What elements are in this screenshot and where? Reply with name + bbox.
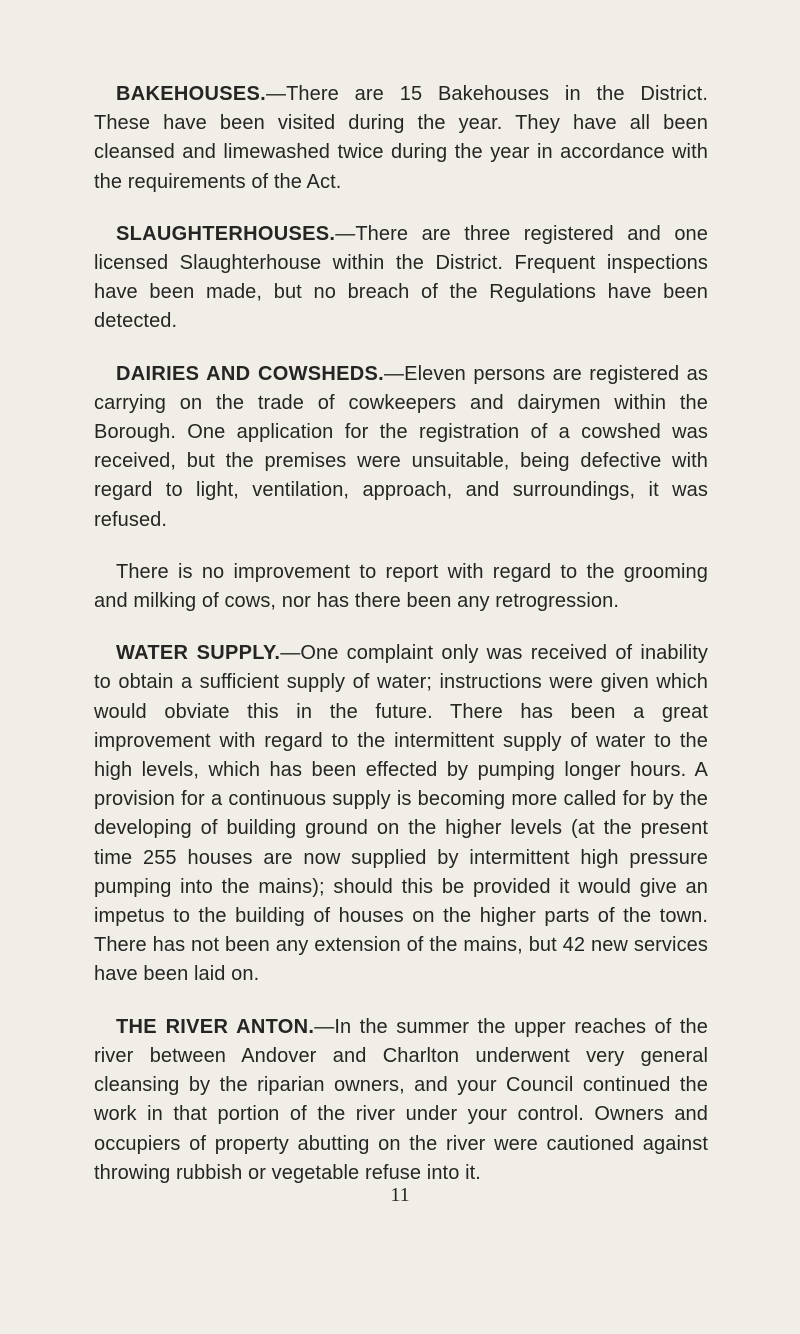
paragraph-text-bakehouses: —There are 15 Bakehouses in the District. These have been visited during the year. They have all been cleansed and limewashed twice during the year in accordance with the requirements of the Act.	[94, 83, 708, 193]
paragraph-water-supply	[94, 639, 708, 989]
section-heading-slaughterhouses: SLAUGHTERHOUSES.	[116, 222, 336, 245]
section-heading-water-supply: WATER SUPPLY.	[116, 642, 281, 665]
paragraph-text-dairies-and-cowsheds: —Eleven persons are registered as carrying on the trade of cowkeepers and dairymen within the Borough. One application for the registration of a cowshed was received, but the premises were unsuitable, being defective with regard to light, ventilation, approach, and surroundings, it was refused.	[94, 362, 708, 531]
paragraph-text-river-anton: —In the summer the upper reaches of the river between Andover and Charlton underwent very general cleansing by the riparian owners, and your Council continued the work in that portion of the river under your control. Owners and occupiers of property abutting on the river were cautioned against throwing rubbish or vegetable refuse into it.	[94, 1015, 708, 1184]
paragraph-text-water-supply: —One complaint only was received of inability to obtain a sufficient supply of water; instructions were given which would obviate this in the future. There has been a great improvement with regard to the intermittent supply of water to the high levels, which has been effected by pumping longer hours. A provision for a continuous supply is becoming more called for by the developing of building ground on the higher levels (at the present time 255 houses are now supplied by intermittent high pressure pumping into the mains); should this be provided it would give an impetus to the building of houses on the higher parts of the town. There has not been any extension of the mains, but 42 new services have been laid on.	[94, 642, 709, 986]
paragraph-text-slaughterhouses: —There are three registered and one licensed Slaughterhouse within the District. Frequent inspections have been made, but no breach of the Regulations have been detected.	[94, 222, 708, 333]
paragraph-river-anton	[94, 1013, 708, 1188]
section-heading-dairies-and-cowsheds: DAIRIES AND COWSHEDS.	[116, 362, 385, 385]
paragraph-grooming-and-milking	[94, 558, 708, 616]
section-heading-bakehouses: BAKEHOUSES.	[116, 83, 266, 105]
paragraph-dairies-and-cowsheds	[94, 360, 708, 535]
paragraph-bakehouses	[94, 80, 708, 197]
paragraph-text-grooming-and-milking: There is no improvement to report with regard to the grooming and milking of cows, nor has there been any retrogression.	[94, 560, 708, 613]
page-number: 11	[390, 1184, 410, 1206]
paragraph-slaughterhouses	[94, 220, 708, 337]
section-heading-river-anton: THE RIVER ANTON.	[116, 1015, 315, 1038]
